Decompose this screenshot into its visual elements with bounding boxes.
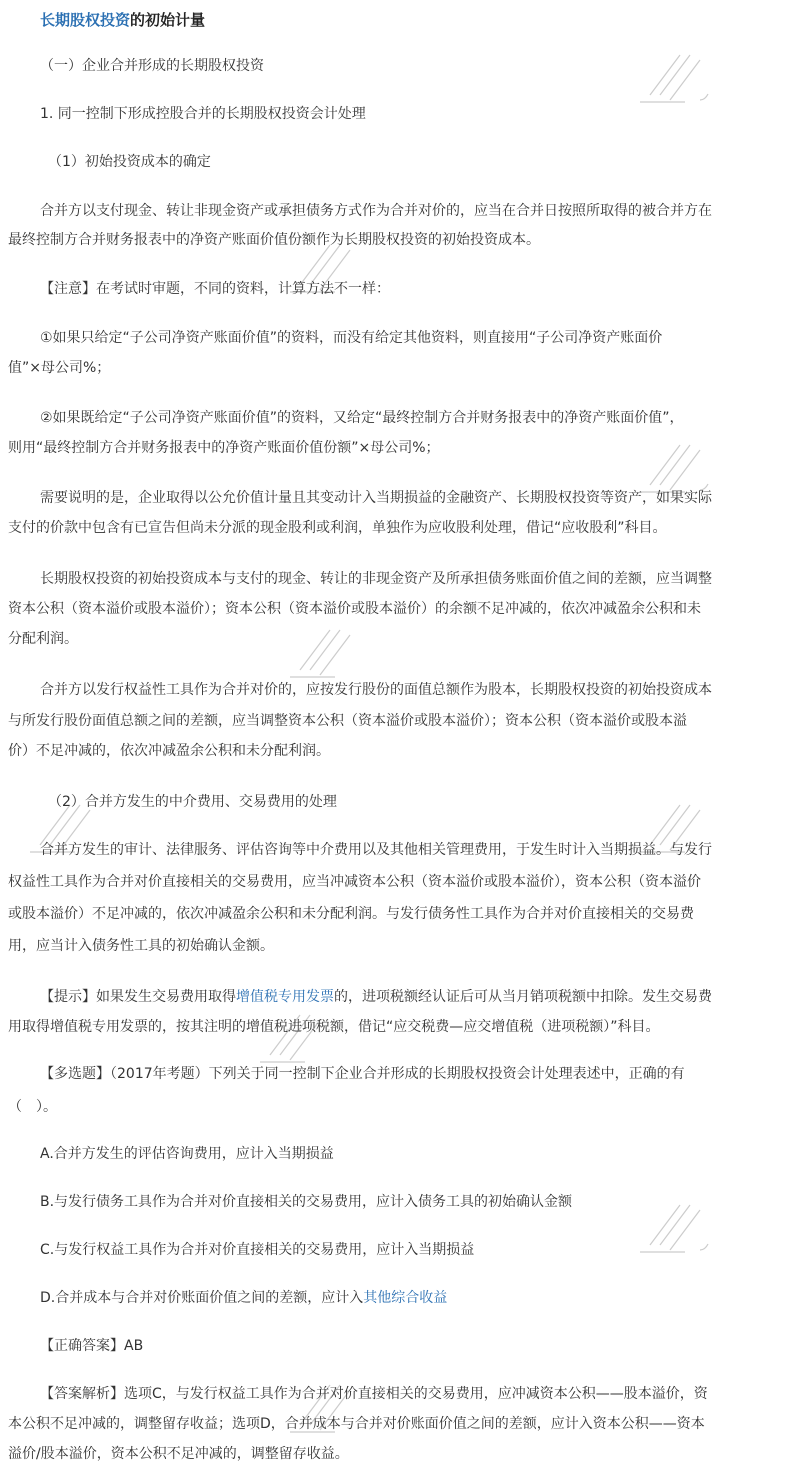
paragraph-line: 合并方以支付现金、转让非现金资产或承担债务方式作为合并对价的，应当在合并日按照所取得的被合并方在: [40, 203, 712, 219]
paragraph-line: 【答案解析】选项C，与发行权益工具作为合并对价直接相关的交易费用，应冲减资本公积——股本溢价，资: [40, 1386, 708, 1402]
paragraph-line: ②如果既给定“子公司净资产账面价值”的资料，又给定“最终控制方合并财务报表中的净资产账面价值”，: [40, 410, 684, 426]
paragraph-line: 价）不足冲减的，依次冲减盈余公积和未分配利润。: [8, 743, 330, 759]
paragraph-line: 用取得增值税专用发票的，按其注明的增值税进项税额，借记“应交税费—应交增值税（进项税额）”科目。: [8, 1019, 660, 1035]
note-paragraph: 【注意】在考试时审题，不同的资料，计算方法不一样：: [40, 281, 390, 297]
paragraph-line: 或股本溢价）不足冲减的，依次冲减盈余公积和未分配利润。与发行债务性工具作为合并对价直接相关的交易费: [8, 906, 694, 922]
vat-invoice-link[interactable]: 增值税专用发票: [236, 989, 334, 1005]
option-a: A.合并方发生的评估咨询费用，应计入当期损益: [40, 1146, 334, 1162]
subsection-heading: （1）初始投资成本的确定: [48, 154, 211, 170]
paragraph-line: 溢价/股本溢价，资本公积不足冲减的，调整留存收益。: [8, 1446, 349, 1462]
subsection-heading: 1. 同一控制下形成控股合并的长期股权投资会计处理: [40, 106, 366, 122]
paragraph-line: 本公积不足冲减的，调整留存收益；选项D，合并成本与合并对价账面价值之间的差额，应计入资本公积——资本: [8, 1416, 705, 1432]
paragraph-line: 需要说明的是，企业取得以公允价值计量且其变动计入当期损益的金融资产、长期股权投资等资产，如果实际: [40, 490, 712, 506]
paragraph-line: 合并方发生的审计、法律服务、评估咨询等中介费用以及其他相关管理费用，于发生时计入当期损益。与发行: [40, 842, 712, 858]
tip-text: 【提示】如果发生交易费用取得: [40, 989, 236, 1005]
title-rest: 的初始计量: [130, 11, 206, 29]
title-link[interactable]: 长期股权投资: [40, 11, 131, 29]
paragraph-line: 分配利润。: [8, 631, 78, 647]
tip-text: 的，进项税额经认证后可从当月销项税额中扣除。发生交易费: [334, 989, 712, 1005]
option-d: [8, 1284, 810, 1313]
paragraph-line: 则用“最终控制方合并财务报表中的净资产账面价值份额”×母公司%；: [8, 440, 440, 456]
article-title: [40, 9, 205, 30]
section-heading: （一）企业合并形成的长期股权投资: [40, 58, 264, 74]
paragraph-line: 最终控制方合并财务报表中的净资产账面价值份额作为长期股权投资的初始投资成本。: [8, 232, 540, 248]
paragraph-line: 值”×母公司%；: [8, 360, 111, 376]
paragraph-line: 权益性工具作为合并对价直接相关的交易费用，应当冲减资本公积（资本溢价或股本溢价），资本公积（资本溢价: [8, 874, 701, 890]
option-c: C.与发行权益工具作为合并对价直接相关的交易费用，应计入当期损益: [40, 1242, 475, 1258]
subsection-heading: （2）合并方发生的中介费用、交易费用的处理: [48, 794, 337, 810]
correct-answer: 【正确答案】AB: [40, 1338, 144, 1354]
paragraph-line: 资本公积（资本溢价或股本溢价）；资本公积（资本溢价或股本溢价）的余额不足冲减的，依次冲减盈余公积和未: [8, 601, 701, 617]
option-d-text: D.合并成本与合并对价账面价值之间的差额，应计入: [40, 1290, 364, 1306]
paragraph-line: 长期股权投资的初始投资成本与支付的现金、转让的非现金资产及所承担债务账面价值之间的差额，应当调整: [40, 571, 712, 587]
oci-link[interactable]: 其他综合收益: [363, 1290, 448, 1306]
paragraph-line: 合并方以发行权益性工具作为合并对价的，应按发行股份的面值总额作为股本，长期股权投资的初始投资成本: [40, 682, 712, 698]
option-b: B.与发行债务工具作为合并对价直接相关的交易费用，应计入债务工具的初始确认金额: [40, 1194, 573, 1210]
paragraph-line: （ ）。: [8, 1099, 57, 1115]
paragraph-line: ①如果只给定“子公司净资产账面价值”的资料，而没有给定其他资料，则直接用“子公司净资产账面价: [40, 330, 663, 346]
paragraph-line: 支付的价款中包含有已宣告但尚未分派的现金股利或利润，单独作为应收股利处理，借记“应收股利”科目。: [8, 520, 667, 536]
paragraph-line: 用，应当计入债务性工具的初始确认金额。: [8, 938, 274, 954]
paragraph-line: 与所发行股份面值总额之间的差额，应当调整资本公积（资本溢价或股本溢价）；资本公积（资本溢价或股本溢: [8, 713, 687, 729]
paragraph-line: [8, 983, 810, 1012]
paragraph-line: 【多选题】（2017年考题）下列关于同一控制下企业合并形成的长期股权投资会计处理表述中，正确的有: [40, 1066, 685, 1082]
